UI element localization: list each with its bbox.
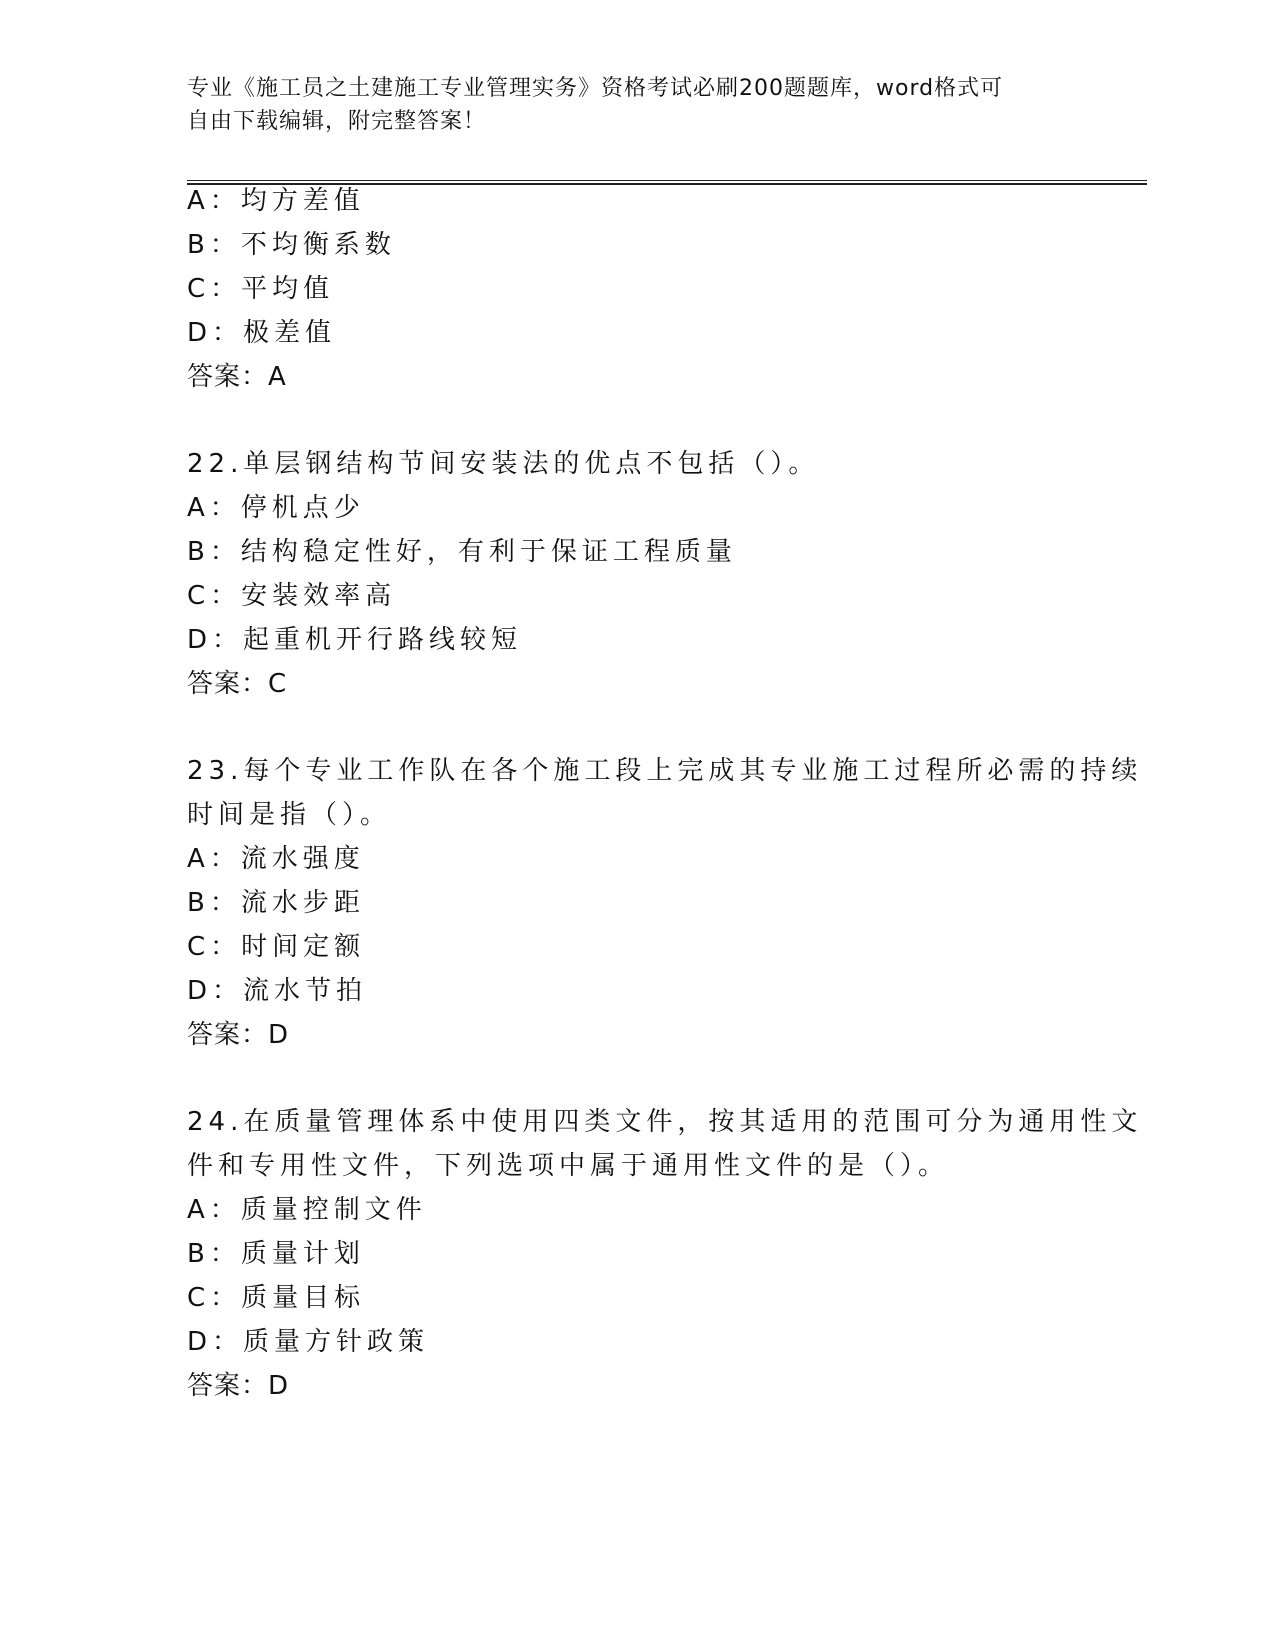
q23-option-c: C：时间定额 bbox=[187, 932, 366, 962]
q23-option-d: D：流水节拍 bbox=[187, 976, 368, 1006]
q24-option-c: C：质量目标 bbox=[187, 1283, 366, 1313]
q24-option-b: B：质量计划 bbox=[187, 1239, 365, 1269]
q21-answer: 答案：A bbox=[187, 362, 287, 392]
q24-option-d: D：质量方针政策 bbox=[187, 1327, 430, 1357]
q22-answer: 答案：C bbox=[187, 669, 288, 699]
q21-option-c: C：平均值 bbox=[187, 274, 335, 304]
q21-option-b: B：不均衡系数 bbox=[187, 230, 396, 260]
q24-stem-line-1: 24.在质量管理体系中使用四类文件，按其适用的范围可分为通用性文 bbox=[187, 1107, 1143, 1137]
q24-answer: 答案：D bbox=[187, 1371, 290, 1401]
q23-answer: 答案：D bbox=[187, 1020, 290, 1050]
q23-stem-line-1: 23.每个专业工作队在各个施工段上完成其专业施工过程所必需的持续 bbox=[187, 756, 1143, 786]
q24-stem-line-2: 件和专用性文件，下列选项中属于通用性文件的是（）。 bbox=[187, 1151, 950, 1181]
q22-option-b: B：结构稳定性好，有利于保证工程质量 bbox=[187, 537, 737, 567]
q22-stem: 22.单层钢结构节间安装法的优点不包括（）。 bbox=[187, 449, 820, 479]
q22-option-a: A：停机点少 bbox=[187, 493, 365, 523]
document-header bbox=[187, 72, 1067, 138]
q23-stem-line-2: 时间是指（）。 bbox=[187, 800, 392, 830]
q21-option-d: D：极差值 bbox=[187, 318, 337, 348]
q24-option-a: A：质量控制文件 bbox=[187, 1195, 427, 1225]
q22-option-d: D：起重机开行路线较短 bbox=[187, 625, 523, 655]
q23-option-b: B：流水步距 bbox=[187, 888, 365, 918]
q21-option-a: A：均方差值 bbox=[187, 186, 365, 216]
header-line-1: 专业《施工员之土建施工专业管理实务》资格考试必刷200题题库，word格式可 bbox=[187, 76, 1004, 101]
header-line-2: 自由下载编辑，附完整答案！ bbox=[187, 109, 487, 134]
q22-option-c: C：安装效率高 bbox=[187, 581, 397, 611]
q23-option-a: A：流水强度 bbox=[187, 844, 365, 874]
